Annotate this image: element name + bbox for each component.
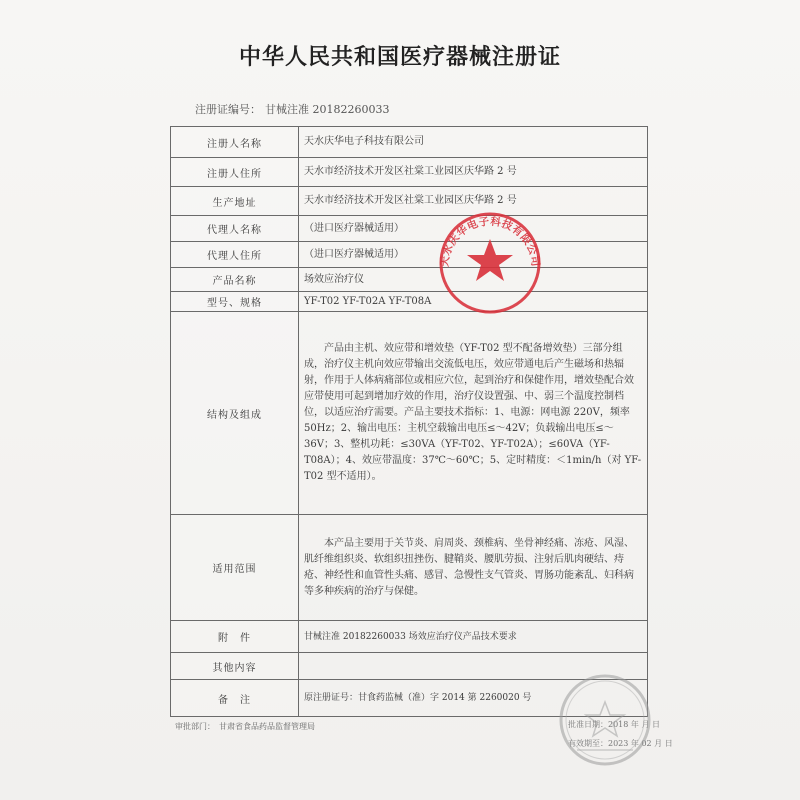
label-registrant-address: 注册人住所 xyxy=(171,158,299,187)
registration-number-line xyxy=(195,101,389,117)
row-agent-name xyxy=(171,216,648,242)
value-structure: 产品由主机、效应带和增效垫（YF-T02 型不配备增效垫）三部分组成，治疗仪主机向效应带输出交流低电压，效应带通电后产生磁场和热辐射，作用于人体病痛部位或相应穴位，起到治疗和保健作用，增效垫配合效应带使用可起到增加疗效的作用，治疗仪设置强、中、弱三个温度控制档位，以适应治疗需要。产品主要技术指标：1、电源：网电源 220V，频率 50Hz；2、输出电压：主机空载输出电压≤～42V；负载输出电压≤～36V；3、整机功耗：≤30VA（YF-T02、YF-T02A）；≤60VA（YF-T08A）；4、效应带温度：37℃～60℃；5、定时精度：＜1min/h（对 YF-T02 型不适用）。 xyxy=(299,312,648,515)
row-attachment xyxy=(171,621,648,653)
value-attachment: 甘械注准 20182260033 场效应治疗仪产品技术要求 xyxy=(299,621,648,653)
page-title: 中华人民共和国医疗器械注册证 xyxy=(238,45,561,70)
row-structure xyxy=(171,312,648,515)
value-remarks: 原注册证号：甘食药监械（准）字 2014 第 2260020 号 xyxy=(299,680,648,717)
label-structure: 结构及组成 xyxy=(171,312,299,515)
seal-text: 天水庆华电子科技有限公司 xyxy=(438,215,542,268)
value-scope: 本产品主要用于关节炎、肩周炎、颈椎病、坐骨神经痛、冻疮、风湿、肌纤维组织炎、软组织扭挫伤、腱鞘炎、腰肌劳损、注射后肌肉硬结、痔疮、神经性和血管性头痛、感冒、急慢性支气管炎、胃肠功能紊乱、妇科病等多种疾病的治疗与保健。 xyxy=(299,515,648,621)
label-scope: 适用范围 xyxy=(171,515,299,621)
label-model-spec: 型号、规格 xyxy=(171,292,299,312)
value-agent-name: （进口医疗器械适用） xyxy=(299,216,648,242)
row-scope xyxy=(171,515,648,621)
registration-number: 甘械注准 20182260033 xyxy=(265,103,390,116)
label-registrant-name: 注册人名称 xyxy=(171,127,299,158)
row-production-address xyxy=(171,187,648,216)
value-agent-address: （进口医疗器械适用） xyxy=(299,242,648,268)
row-product-name xyxy=(171,268,648,292)
registration-label: 注册证编号： xyxy=(195,103,261,116)
certificate-table xyxy=(170,126,648,717)
label-agent-address: 代理人住所 xyxy=(171,242,299,268)
row-model-spec xyxy=(171,292,648,312)
value-product-name: 场效应治疗仪 xyxy=(299,268,648,292)
row-other xyxy=(171,653,648,680)
valid-until: 有效期至：2023 年 02 月 日 xyxy=(568,739,673,748)
value-production-address: 天水市经济技术开发区社棠工业园区庆华路 2 号 xyxy=(299,187,648,216)
value-registrant-name: 天水庆华电子科技有限公司 xyxy=(299,127,648,158)
value-other xyxy=(299,653,648,680)
row-agent-address xyxy=(171,242,648,268)
row-registrant-address xyxy=(171,158,648,187)
label-product-name: 产品名称 xyxy=(171,268,299,292)
row-registrant-name xyxy=(171,127,648,158)
approval-date: 批准日期：2018 年 月 日 xyxy=(568,720,660,729)
approval-authority: 审批部门： 甘肃省食品药品监督管理局 xyxy=(175,722,315,731)
value-registrant-address: 天水市经济技术开发区社棠工业园区庆华路 2 号 xyxy=(299,158,648,187)
value-model-spec: YF-T02 YF-T02A YF-T08A xyxy=(299,292,648,312)
label-remarks: 备 注 xyxy=(171,680,299,717)
label-other: 其他内容 xyxy=(171,653,299,680)
label-agent-name: 代理人名称 xyxy=(171,216,299,242)
row-remarks xyxy=(171,680,648,717)
label-attachment: 附 件 xyxy=(171,621,299,653)
label-production-address: 生产地址 xyxy=(171,187,299,216)
